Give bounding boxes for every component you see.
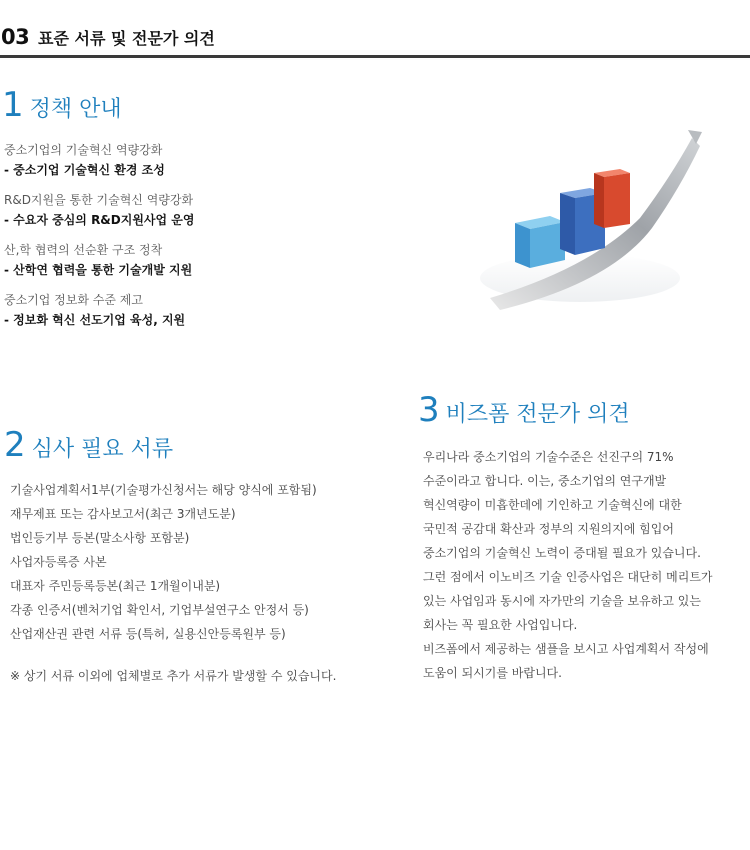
opinion-line: 그런 점에서 이노비즈 기술 인증사업은 대단히 메리트가 <box>423 570 713 584</box>
required-documents-list <box>10 478 410 686</box>
opinion-line: 있는 사업임과 동시에 자가만의 기술을 보유하고 있는 <box>423 594 701 608</box>
list-item: 재무제표 또는 감사보고서(최근 3개년도분) <box>10 507 236 521</box>
policy-item-detail: - 중소기업 기술혁신 환경 조성 <box>4 163 165 177</box>
documents-note: ※ 상기 서류 이외에 업체별로 추가 서류가 발생할 수 있습니다. <box>10 669 337 683</box>
list-item: 사업자등록증 사본 <box>10 555 107 569</box>
page-header <box>0 0 750 58</box>
growth-bar-chart-icon <box>470 118 730 318</box>
policy-item-detail: - 수요자 중심의 R&D지원사업 운영 <box>4 213 195 227</box>
page-title: 표준 서류 및 전문가 의견 <box>38 29 215 48</box>
policy-item-detail: - 산학연 협력을 통한 기술개발 지원 <box>4 263 193 277</box>
documents-section-title: 심사 필요 서류 <box>31 436 174 462</box>
list-item: 대표자 주민등록등본(최근 1개월이내분) <box>10 579 221 593</box>
list-item: 법인등기부 등본(말소사항 포함분) <box>10 531 190 545</box>
policy-item <box>4 240 384 280</box>
opinion-section-number: 3 <box>418 390 439 430</box>
policy-item-detail: - 정보화 혁신 선도기업 육성, 지원 <box>4 313 186 327</box>
policy-item <box>4 190 384 230</box>
opinion-line: 중소기업의 기술혁신 노력이 증대될 필요가 있습니다. <box>423 546 701 560</box>
policy-item <box>4 140 384 180</box>
opinion-line: 수준이라고 합니다. 이는, 중소기업의 연구개발 <box>423 474 667 488</box>
section-number: 03 <box>1 25 30 49</box>
opinion-line: 국민적 공감대 확산과 정부의 지원의지에 힘입어 <box>423 522 674 536</box>
policy-section-title: 정책 안내 <box>29 96 122 122</box>
list-item: 기술사업계획서1부(기술평가신청서는 해당 양식에 포함됨) <box>10 483 317 497</box>
list-item: 산업재산권 관련 서류 등(특허, 실용신안등록원부 등) <box>10 627 286 641</box>
opinion-line: 도움이 되시기를 바랍니다. <box>423 666 562 680</box>
policy-item-title: 산,학 협력의 선순환 구조 정착 <box>4 243 163 257</box>
opinion-line: 회사는 꼭 필요한 사업입니다. <box>423 618 578 632</box>
policy-item-title: 중소기업 정보화 수준 제고 <box>4 293 143 307</box>
documents-section-number: 2 <box>4 425 25 465</box>
opinion-line: 우리나라 중소기업의 기술수준은 선진구의 71% <box>423 450 674 464</box>
policy-item-title: 중소기업의 기술혁신 역량강화 <box>4 143 163 157</box>
opinion-line: 비즈폼에서 제공하는 샘플을 보시고 사업계획서 작성에 <box>423 642 709 656</box>
policy-list <box>4 140 384 340</box>
expert-opinion-text <box>423 445 750 685</box>
policy-item <box>4 290 384 330</box>
opinion-section-heading <box>418 390 630 430</box>
documents-section-heading <box>4 425 174 465</box>
list-item: 각종 인증서(벤처기업 확인서, 기업부설연구소 안정서 등) <box>10 603 309 617</box>
policy-section-number: 1 <box>2 85 23 125</box>
opinion-section-title: 비즈폼 전문가 의견 <box>445 401 630 427</box>
policy-item-title: R&D지원을 통한 기술혁신 역량강화 <box>4 193 194 207</box>
opinion-line: 혁신역량이 미흡한데에 기인하고 기술혁신에 대한 <box>423 498 682 512</box>
policy-section-heading <box>2 85 122 125</box>
